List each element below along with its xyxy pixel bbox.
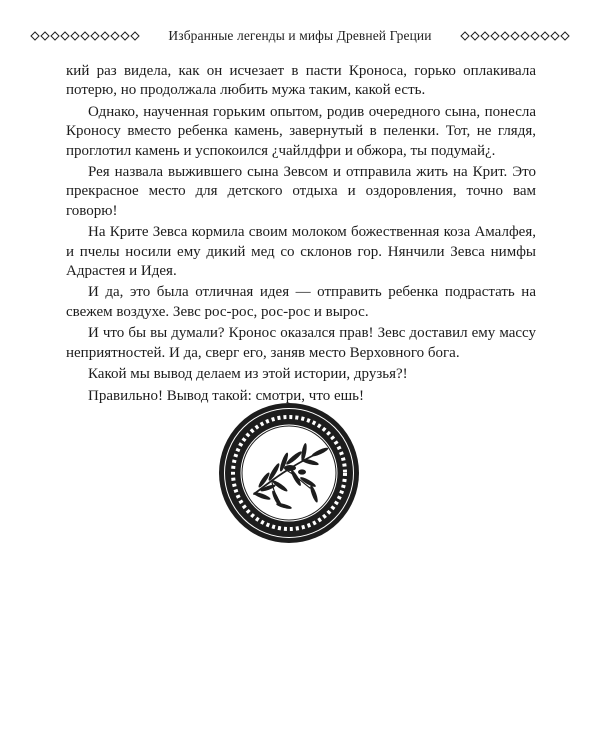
paragraph: кий раз видела, как он исчезает в пасти Кроноса, горько оплакивала потерю, но продолжала любить мужа таким, какой есть. <box>66 63 536 99</box>
meander-ornament-left <box>30 31 142 41</box>
paragraph: Рея назвала выжившего сына Зевсом и отправила жить на Крит. Это прекрасное место для детского отдыха и оздоровления, точно вам говорю! <box>66 164 536 219</box>
paragraph: И да, это была отличная идея — отправить ребенка подрастать на свежем воздухе. Зевс рос-рос, рос-рос и вырос. <box>66 284 536 320</box>
meander-ornament-right <box>458 31 570 41</box>
paragraph: Однако, наученная горьким опытом, родив очередного сына, понесла Кроносу вместо ребенка камень, завернутый в пеленки. Тот, не глядя, проглотил камень и успокоился ¿чайлдфри и обжора, ты подумай¿. <box>66 103 536 159</box>
olive-branch-emblem-icon <box>218 402 360 544</box>
paragraph: На Крите Зевса кормила своим молоком божественная коза Амалфея, и пчелы носили ему дикий мед со склонов гор. Нянчили Зевса нимфы Адрастея и Идея. <box>66 224 536 280</box>
paragraph: И что бы вы думали? Кронос оказался прав! Зевс доставил ему массу неприятностей. И да, сверг его, заняв место Верховного бога. <box>66 325 536 361</box>
story-text <box>66 62 536 408</box>
running-header-title: Избранные легенды и мифы Древней Греции <box>168 28 432 43</box>
running-header <box>30 26 570 46</box>
paragraph: Какой мы вывод делаем из этой истории, друзья?! <box>88 366 408 383</box>
paragraph: Правильно! Вывод такой: смотри, что ешь! <box>88 387 364 404</box>
